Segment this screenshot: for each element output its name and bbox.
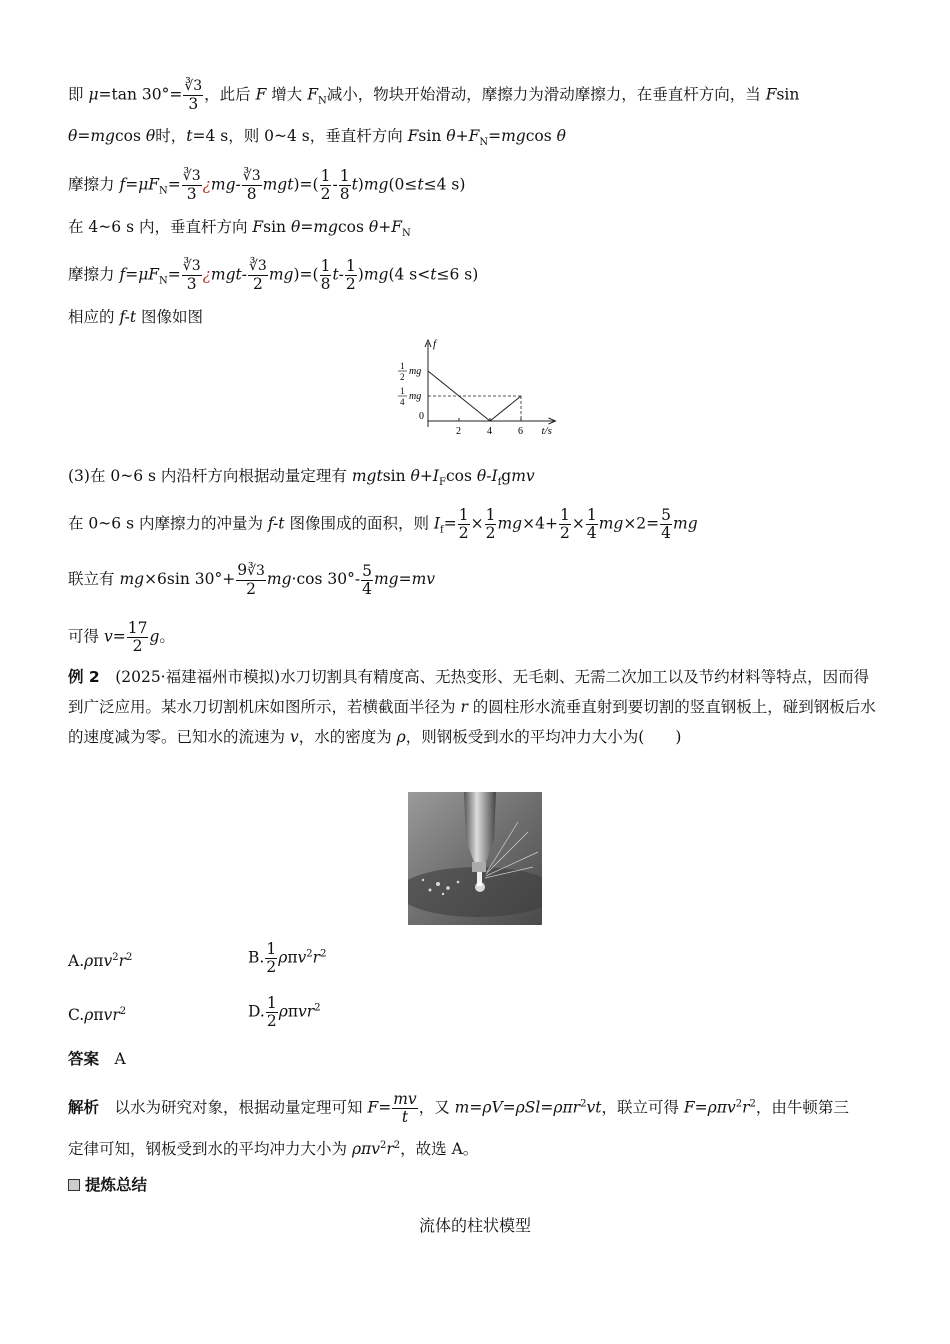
y-tick-unit: mg — [409, 366, 422, 377]
example-2-question: 例 2 (2025·福建福州市模拟)水刀切割具有精度高、无热变形、无毛刺、无需二次加工以及节约材料等特点，因而得到广泛应用。某水刀切割机床如图所示，若横截面半径为 r 的圆柱形水流垂直射到要切割的竖直钢板上，碰到钢板后水的速度减为零。已知水的流速为 v，水的密度为 ρ，则钢板受到水的平均冲力大小为( ) — [68, 668, 876, 746]
part3-line-2: 在 0~6 s 内摩擦力的冲量为 f-t 图像围成的面积，则 $I_f=$ $\frac{1}{2}$ × $\frac{1}{2}$ mg×4+ $\frac{1}{2}$ × $\frac{1}{4}$ mg×2= $\frac{5}{4}$ mg — [68, 506, 698, 542]
section-marker-icon — [68, 1179, 80, 1191]
part3-line-1: (3)在 0~6 s 内沿杆方向根据动量定理有 mgtsin $\theta+I_F\cos$ $\theta-I_fgmv$ — [68, 467, 535, 489]
part3-line-4: 可得 v= $\frac{17}{2}$ g。 — [68, 619, 175, 655]
option-b[interactable]: B. $\frac{1}{2}$ $\rho\pi v^2r^2$ — [248, 940, 327, 976]
solution-line-6: 相应的 f-t 图像如图 — [68, 308, 204, 326]
y-axis-label: f — [433, 338, 437, 350]
y-tick-numerator: 1 — [400, 361, 405, 371]
y-tick-unit: mg — [409, 391, 422, 402]
analysis-line-1: 解析 以水为研究对象，根据动量定理可知 F= $\frac{mv}{t}$ ，又 m=ρV=ρSl=ρπr$^2$vt，联立可得 $F=\rho\pi v^2r^2$，由牛顿第三 — [68, 1090, 849, 1126]
option-a[interactable]: $A.\rho\pi v^2r^2$ — [68, 952, 133, 971]
summary-subtitle: 流体的柱状模型 — [418, 1216, 531, 1235]
analysis-line-2: 定律可知，钢板受到水的平均冲力大小为 $\rho\pi v^2r^2$，故选 A。 — [68, 1140, 479, 1159]
origin-label: 0 — [419, 411, 424, 422]
x-tick-label: 6 — [518, 426, 523, 437]
waterjet-cutter-photo — [408, 792, 542, 925]
x-tick-label: 4 — [487, 426, 492, 437]
f-t-graph — [382, 337, 572, 452]
solution-line-4: 在 4~6 s 内，垂直杆方向 Fsin θ=mgcos $\theta+F_N$ — [68, 218, 411, 240]
solution-line-3: 摩擦力 $f=\mu F_N=$ $\frac{∛3}{3}$ ¿mg- $\frac{∛3}{8}$ mgt)=( $\frac{1}{2}$ - $\frac{1}{8}$ t)mg(0≤t≤4 s) — [68, 167, 466, 203]
answer: 答案 A — [68, 1050, 126, 1068]
solution-line-5: 摩擦力 $f=\mu F_N=$ $\frac{∛3}{3}$ ¿mgt- $\frac{∛3}{2}$ mg)=( $\frac{1}{8}$ t- $\frac{1}{2}$ )mg(4 s<t≤6 s) — [68, 257, 479, 293]
solution-line-2: θ=mgcos θ时，t=4 s，则 0~4 s，垂直杆方向 Fsin $\theta+F_N=mgcos$ θ — [68, 127, 566, 149]
x-axis-label: t/s — [541, 425, 552, 437]
option-d[interactable]: D. $\frac{1}{2}$ ρπvr$^2$ — [248, 994, 321, 1030]
summary-heading: 提炼总结 — [68, 1174, 147, 1196]
fraction: $\frac{∛3}{3}$ — [184, 78, 203, 113]
x-tick-label: 2 — [456, 426, 461, 437]
solution-line-1: 即 μ=tan 30°= $\frac{∛3}{3}$ ，此后 F 增大 $F_N$减小，物块开始滑动，摩擦力为滑动摩擦力，在垂直杆方向，当 Fsin — [68, 78, 800, 113]
y-tick-denominator: 2 — [400, 372, 405, 382]
option-c[interactable]: C.ρπvr$^2$ — [68, 1006, 127, 1025]
y-tick-numerator: 1 — [400, 386, 405, 396]
y-tick-denominator: 4 — [400, 397, 405, 407]
part3-line-3: 联立有 mg×6sin 30°+ $\frac{9∛3}{2}$ mg·cos 30°- $\frac{5}{4}$ mg=mv — [68, 561, 436, 598]
